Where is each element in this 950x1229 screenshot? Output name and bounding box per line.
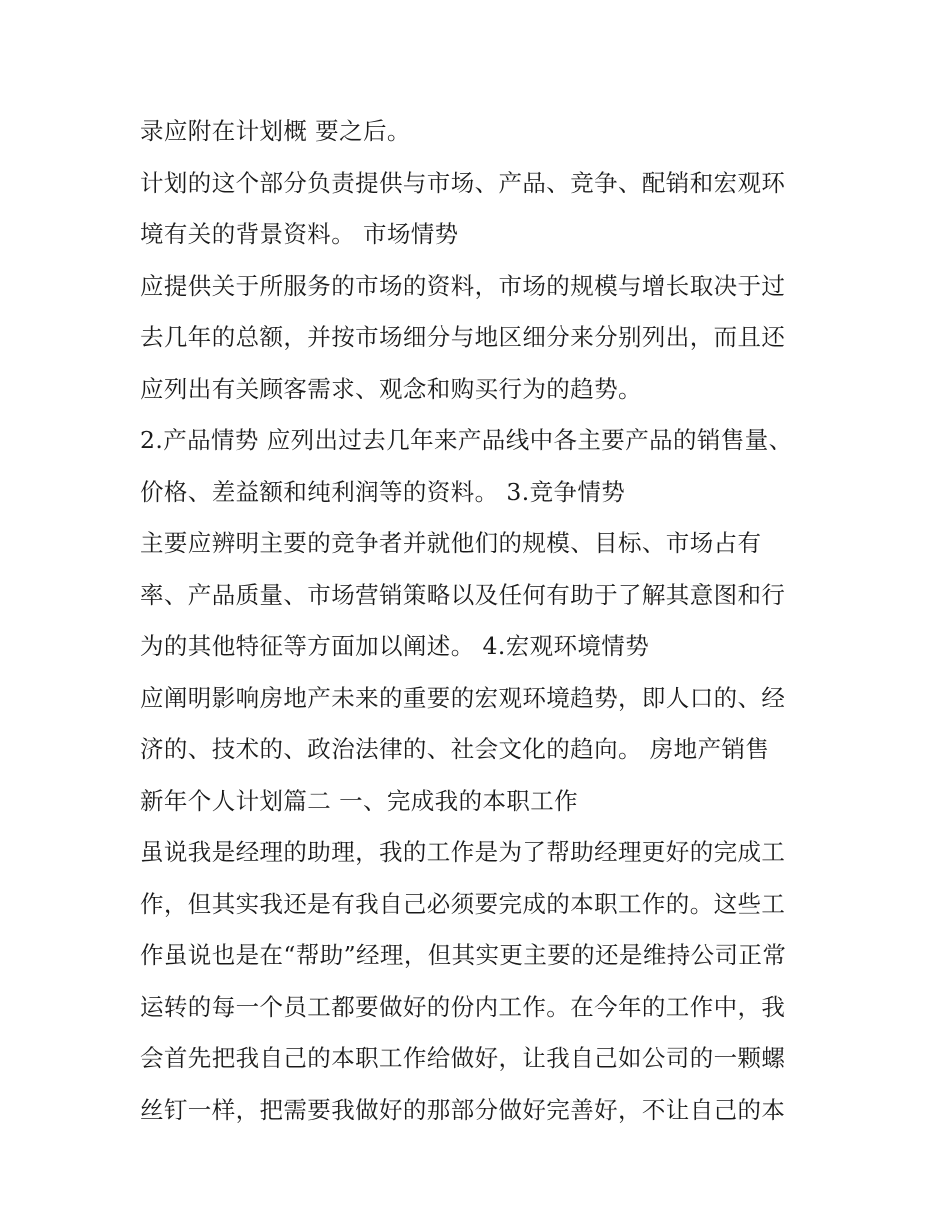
text-line: 新年个人计划篇二 一、完成我的本职工作 xyxy=(140,786,579,815)
text-line: 济的、技术的、政治法律的、社会文化的趋向。 房地产销售 xyxy=(140,735,770,763)
text-line: 应提供关于所服务的市场的资料，市场的规模与增长取决于过 xyxy=(140,271,786,300)
text-line: 主要应辨明主要的竞争者并就他们的规模、目标、市场占有 xyxy=(140,529,762,557)
text-line: 运转的每一个员工都要做好的份内工作。在今年的工作中，我 xyxy=(140,992,786,1021)
body-text xyxy=(140,106,820,1136)
text-line: 丝钉一样，把需要我做好的那部分做好完善好，不让自己的本 xyxy=(140,1095,786,1124)
text-line: 2.产品情势 应列出过去几年来产品线中各主要产品的销售量、 xyxy=(140,426,793,454)
text-line: 计划的这个部分负责提供与市场、产品、竞争、配销和宏观环 xyxy=(140,168,786,197)
text-line: 录应附在计划概 要之后。 xyxy=(140,117,411,145)
text-line: 去几年的总额，并按市场细分与地区细分来分别列出，而且还 xyxy=(140,323,786,351)
text-line: 为的其他特征等方面加以阐述。 4.宏观环境情势 xyxy=(140,632,650,660)
text-line: 作虽说也是在“帮助”经理，但其实更主要的还是维持公司正常 xyxy=(140,941,787,969)
text-line: 应阐明影响房地产未来的重要的宏观环境趋势，即人口的、经 xyxy=(140,683,786,712)
text-line: 作，但其实我还是有我自己必须要完成的本职工作的。这些工 xyxy=(140,889,786,918)
text-line: 率、产品质量、市场营销策略以及任何有助于了解其意图和行 xyxy=(140,580,786,609)
text-line: 应列出有关顾客需求、观念和购买行为的趋势。 xyxy=(140,374,642,403)
text-line: 虽说我是经理的助理，我的工作是为了帮助经理更好的完成工 xyxy=(140,838,786,866)
text-line: 会首先把我自己的本职工作给做好，让我自己如公司的一颗螺 xyxy=(140,1044,786,1072)
text-line: 境有关的背景资料。 市场情势 xyxy=(140,220,459,248)
text-line: 价格、差益额和纯利润等的资料。 3.竞争情势 xyxy=(140,477,626,506)
